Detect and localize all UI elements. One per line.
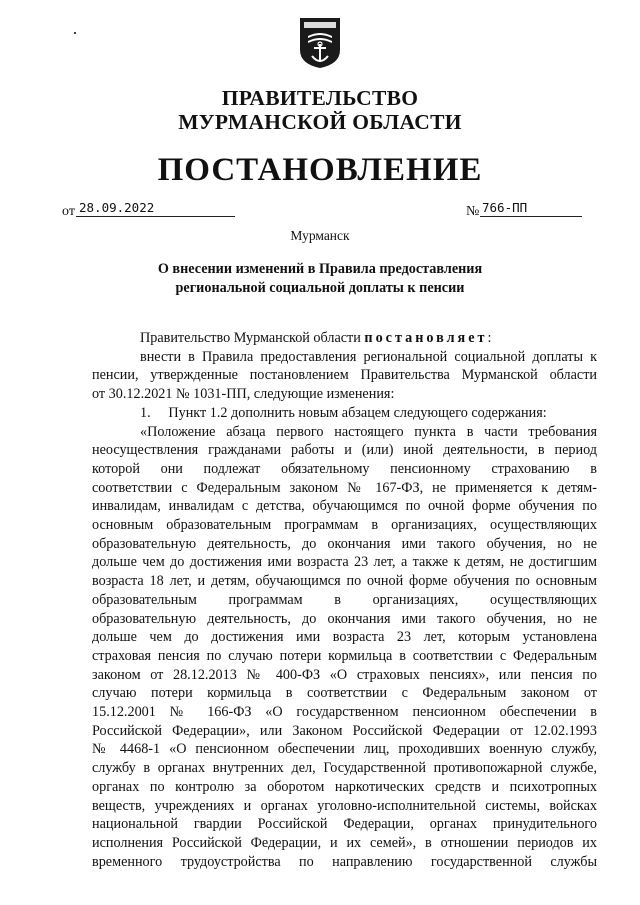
body-line: основным образовательным программам в организациях, осуществляющих: [92, 517, 597, 534]
body-line: «Положение абзаца первого настоящего пункта в части требования: [140, 423, 597, 440]
date-from-label: от: [62, 204, 75, 219]
document-date: 28.09.2022: [76, 200, 235, 217]
body-line: временного трудоустройства по направлению государственной службы: [92, 853, 597, 870]
body-line: веществ, учреждениях и органах уголовно-исполнительной системы, войсках: [92, 797, 597, 814]
body-line: возраста 18 лет, и детям, обучающимся по очной форме обучения по основным: [92, 573, 597, 590]
body-line: дольше чем до достижения ими возраста 23 лет, которым установлена: [92, 629, 597, 646]
subject-line1: О внесении изменений в Правила предоставления: [157, 261, 483, 277]
document-number: 766-ПП: [480, 200, 582, 217]
document-type-title: ПОСТАНОВЛЕНИЕ: [157, 152, 483, 188]
body-line: службу в органах внутренних дел, Государственной противопожарной службе,: [92, 760, 597, 777]
number-label: №: [466, 204, 480, 219]
body-line: которой они подлежат обязательному пенсионному страхованию в: [92, 460, 597, 477]
body-line: образовательную деятельность, до окончания ими такого обучения, но не: [92, 535, 597, 552]
body-line: исполнения Российской Федерации, и их семей», в отношении периодов их: [92, 834, 597, 851]
body-line: неосуществления гражданами работы и (или) иной деятельности, в период: [92, 442, 597, 459]
body-line: страховая пенсия по случаю потери кормильца в соответствии с Федеральным: [92, 647, 597, 664]
body-line: 15.12.2001 № 166-ФЗ «О государственном пенсионном обеспечении в: [92, 704, 597, 721]
body-line: национальной гвардии Российской Федерации, органах принудительного: [92, 816, 597, 833]
body-line-item-1: 1. Пункт 1.2 дополнить новым абзацем следующего содержания:: [140, 404, 547, 421]
body-line: дольше чем до достижения ими возраста 23 лет, а также к детям, не достигшим: [92, 554, 597, 571]
body-line: № 4468-1 «О пенсионном обеспечении лиц, проходивших военную службу,: [92, 741, 597, 758]
decree-colon: :: [487, 330, 492, 346]
body-line: органах по контролю за оборотом наркотических средств и психотропных: [92, 778, 597, 795]
decree-subject: Правительство Мурманской области: [140, 330, 361, 346]
body-line: от 30.12.2021 № 1031-ПП, следующие изменения:: [92, 386, 395, 403]
document-body: [92, 329, 597, 871]
body-paragraph-decree: [92, 329, 597, 348]
decree-verb: постановляет: [364, 330, 488, 346]
body-line: образовательную деятельность, до окончания ими такого обучения, но не: [92, 610, 597, 627]
body-line: случаю потери кормильца в соответствии с Федеральным законом от: [92, 685, 597, 702]
body-line: инвалидам, инвалидам с детства, обучающимся по очной форме обучения по: [92, 498, 597, 515]
body-line: законом от 28.12.2013 № 400-ФЗ «О страховых пенсиях», или пенсия по: [92, 666, 597, 683]
scan-speck: [74, 32, 76, 34]
body-line: образовательным программам в организациях, осуществляющих: [92, 591, 597, 608]
body-line: соответствии с Федеральным законом № 167-ФЗ, не применяется к детям-: [92, 479, 597, 496]
subject-line2: региональной социальной доплаты к пенсии: [175, 280, 465, 296]
body-line: внести в Правила предоставления региональной социальной доплаты к: [140, 348, 597, 365]
city-name: Мурманск: [290, 228, 350, 243]
org-name-line2: МУРМАНСКОЙ ОБЛАСТИ: [178, 110, 462, 134]
body-line: пенсии, утвержденные постановлением Правительства Мурманской области: [92, 367, 597, 384]
body-line: Российской Федерации», или Законом Российской Федерации от 12.02.1993: [92, 722, 597, 739]
murmansk-coat-of-arms-icon: [298, 16, 342, 70]
date-number-row: [62, 200, 582, 222]
org-name-line1: ПРАВИТЕЛЬСТВО: [221, 86, 419, 110]
